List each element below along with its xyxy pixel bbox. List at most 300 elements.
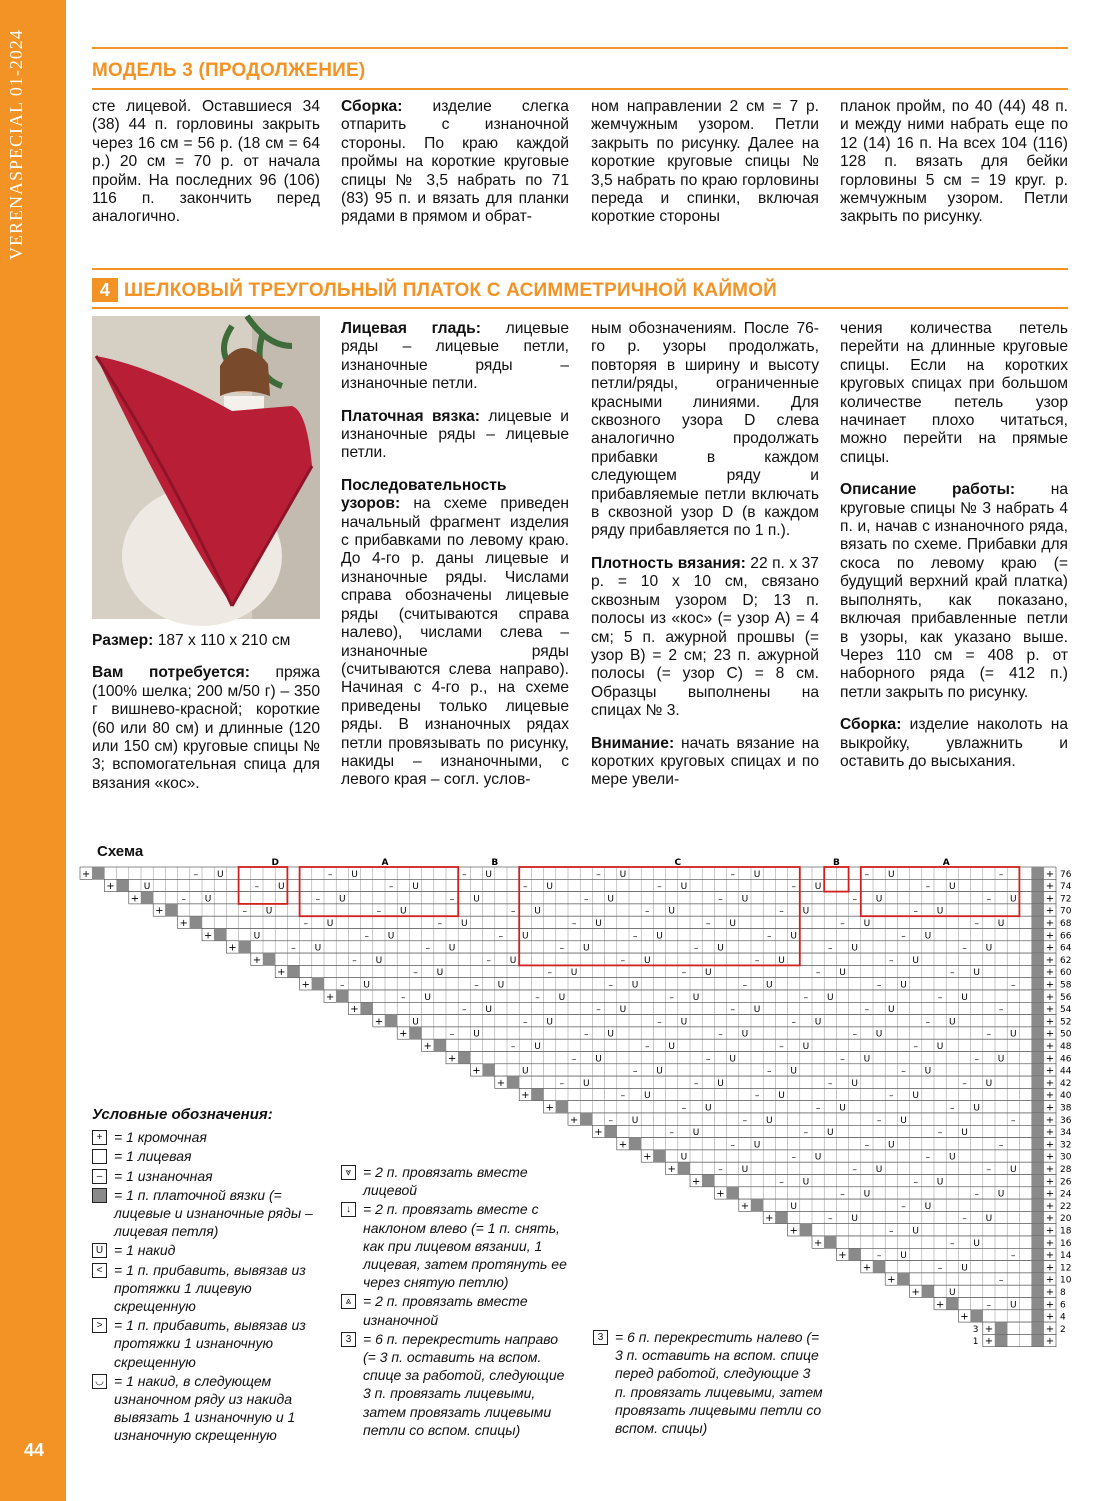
chart-stitch-symbol: U: [741, 894, 749, 905]
chart-stitch-symbol: –: [474, 980, 479, 991]
legend-symbol-icon: ↓: [341, 1202, 356, 1217]
chart-stitch-symbol: –: [193, 869, 199, 880]
edge-stitch-symbol: +: [838, 1250, 847, 1262]
edge-stitch-symbol: +: [1045, 1016, 1055, 1028]
chart-stitch-symbol: –: [681, 1103, 687, 1114]
chart-stitch-symbol: –: [584, 894, 589, 905]
chart-stitch-symbol: –: [998, 869, 1004, 880]
chart-garter-cell: [1032, 1015, 1044, 1027]
legend-symbol-icon: 3: [593, 1330, 608, 1345]
chart-stitch-symbol: –: [1011, 980, 1016, 991]
row-number: 56: [1060, 992, 1072, 1003]
chart-stitch-symbol: U: [546, 1017, 553, 1028]
chart-stitch-symbol: –: [498, 931, 504, 942]
chart-stitch-symbol: U: [753, 869, 761, 880]
chart-stitch-symbol: U: [485, 869, 492, 880]
row-number: 26: [1060, 1177, 1072, 1188]
chart-stitch-symbol: –: [510, 1042, 516, 1052]
edge-stitch-symbol: +: [667, 1164, 676, 1175]
pattern-letter: D: [271, 858, 279, 868]
edge-stitch-symbol: +: [740, 1200, 750, 1212]
chart-garter-cell: [1032, 1088, 1044, 1100]
edge-stitch-symbol: +: [447, 1053, 457, 1065]
chart-stitch-symbol: –: [815, 1103, 821, 1114]
chart-stitch-symbol: U: [936, 906, 944, 917]
pattern-letter: A: [381, 858, 389, 868]
chart-garter-cell: [605, 1125, 617, 1137]
edge-stitch-symbol: +: [545, 1102, 554, 1114]
chart-garter-cell: [1032, 892, 1044, 904]
chart-stitch-symbol: U: [985, 943, 993, 954]
edge-stitch-symbol: +: [1045, 905, 1055, 917]
chart-stitch-symbol: U: [729, 1054, 736, 1065]
chart-stitch-symbol: U: [204, 894, 212, 905]
chart-garter-cell: [141, 892, 153, 904]
chart-stitch-symbol: –: [950, 1238, 955, 1249]
row-number: 72: [1060, 894, 1072, 905]
chart-stitch-symbol: U: [875, 894, 883, 905]
edge-stitch-symbol: +: [789, 1225, 798, 1237]
chart-stitch-symbol: –: [864, 869, 870, 880]
chart-stitch-symbol: U: [863, 919, 871, 929]
chart-garter-cell: [190, 916, 202, 928]
edge-stitch-symbol: +: [1045, 1041, 1055, 1052]
chart-stitch-symbol: U: [741, 1029, 749, 1040]
scheme-label: Схема: [97, 843, 144, 860]
chart-garter-cell: [1032, 1101, 1044, 1113]
row-number: 70: [1060, 906, 1072, 917]
chart-stitch-symbol: U: [814, 882, 822, 893]
row-number: 12: [1060, 1263, 1072, 1274]
chart-stitch-symbol: U: [790, 931, 797, 942]
chart-garter-cell: [1032, 1113, 1044, 1125]
chart-stitch-symbol: –: [864, 1140, 870, 1151]
chart-stitch-symbol: U: [461, 919, 468, 929]
chart-stitch-symbol: –: [803, 1128, 809, 1139]
chart-garter-cell: [385, 1015, 397, 1027]
row-number: 8: [1060, 1288, 1066, 1298]
chart-garter-cell: [1032, 1261, 1044, 1273]
chart-stitch-symbol: –: [523, 882, 528, 893]
chart-stitch-symbol: U: [607, 1029, 614, 1040]
chart-stitch-symbol: U: [314, 943, 322, 954]
row-number: 1: [972, 1337, 979, 1348]
chart-stitch-symbol: U: [644, 955, 651, 966]
chart-stitch-symbol: U: [1010, 1300, 1017, 1311]
legend-text: = 1 п. прибавить, вывязав из протяжки 1 лицевую скрещенную: [114, 1261, 306, 1315]
chart-stitch-symbol: U: [827, 992, 834, 1003]
chart-stitch-symbol: U: [522, 931, 529, 942]
chart-stitch-symbol: –: [657, 882, 662, 893]
legend-item: [341, 1292, 571, 1328]
chart-stitch-symbol: –: [425, 943, 430, 954]
chart-garter-cell: [1032, 1175, 1044, 1187]
legend-item: [341, 1200, 571, 1291]
chart-stitch-symbol: U: [375, 955, 383, 966]
chart-stitch-symbol: –: [974, 1054, 979, 1065]
chart-garter-cell: [117, 879, 129, 891]
legend-text: = 1 накид: [114, 1242, 176, 1259]
chart-garter-cell: [653, 1150, 665, 1162]
chart-stitch-symbol: –: [889, 1226, 894, 1237]
row-number: 30: [1060, 1152, 1072, 1163]
legend-symbol-icon: >: [92, 1318, 107, 1333]
pattern-letter: B: [491, 858, 499, 868]
chart-stitch-symbol: –: [779, 1042, 784, 1052]
chart-garter-cell: [1032, 1273, 1044, 1285]
chart-stitch-symbol: –: [1011, 1115, 1016, 1126]
chart-stitch-symbol: U: [753, 1005, 761, 1016]
chart-garter-cell: [1032, 1162, 1044, 1174]
legend-symbol-icon: 3: [341, 1332, 356, 1347]
edge-stitch-symbol: +: [1045, 1028, 1055, 1040]
legend-symbol-icon: –: [92, 1169, 107, 1184]
chart-stitch-symbol: –: [779, 906, 784, 917]
chart-stitch-symbol: –: [535, 992, 540, 1003]
chart-stitch-symbol: –: [376, 906, 382, 917]
edge-stitch-symbol: +: [1045, 868, 1055, 880]
chart-stitch-symbol: U: [717, 1078, 724, 1089]
chart-stitch-symbol: –: [791, 1152, 796, 1163]
edge-stitch-symbol: +: [1045, 1053, 1055, 1065]
legend-col2: [341, 1163, 571, 1440]
chart-stitch-symbol: U: [278, 882, 285, 893]
row-number: 4: [1060, 1312, 1066, 1323]
chart-stitch-symbol: –: [437, 919, 443, 929]
chart-stitch-symbol: –: [632, 1066, 638, 1077]
edge-stitch-symbol: +: [1045, 1262, 1055, 1274]
chart-stitch-symbol: U: [692, 1128, 700, 1139]
chart-stitch-symbol: –: [730, 1005, 735, 1016]
chart-stitch-symbol: –: [632, 931, 638, 942]
section1-col1: сте лицевой. Оставшиеся 34 (38) 44 п. горловины закрыть через 16 см = 56 р. (18 см = 64 р.) 20 см = 70 р. от начала пройм. На последних 96 (106) 116 п. закончить перед аналогично.: [92, 98, 320, 226]
chart-stitch-symbol: –: [998, 1275, 1004, 1286]
legend-col1: [92, 1106, 322, 1446]
chart-stitch-symbol: U: [961, 1263, 968, 1274]
chart-stitch-symbol: U: [766, 1115, 773, 1126]
section-number-badge: 4: [92, 278, 118, 302]
chart-stitch-symbol: –: [327, 869, 333, 880]
chart-stitch-symbol: –: [876, 980, 882, 991]
chart-stitch-symbol: U: [924, 1066, 932, 1077]
chart-stitch-symbol: U: [851, 1214, 858, 1225]
edge-stitch-symbol: +: [1045, 1077, 1055, 1089]
legend-item: [92, 1186, 322, 1241]
chart-garter-cell: [702, 1175, 714, 1187]
chart-stitch-symbol: –: [925, 882, 931, 893]
chart-stitch-symbol: –: [510, 906, 516, 917]
edge-stitch-symbol: +: [1045, 1336, 1055, 1348]
legend-symbol-icon: ⩔: [341, 1165, 356, 1180]
edge-stitch-symbol: +: [521, 1090, 530, 1102]
row-number: 66: [1060, 931, 1072, 942]
edge-stitch-symbol: +: [472, 1065, 481, 1077]
chart-garter-cell: [1032, 1064, 1044, 1076]
legend-item: [92, 1241, 322, 1259]
row-number: 62: [1060, 955, 1072, 966]
row-number: 24: [1060, 1189, 1072, 1200]
chart-stitch-symbol: –: [986, 1300, 992, 1311]
chart-stitch-symbol: U: [729, 919, 736, 929]
chart-stitch-symbol: –: [913, 906, 918, 917]
chart-garter-cell: [1032, 1138, 1044, 1150]
chart-garter-cell: [1032, 1150, 1044, 1162]
chart-stitch-symbol: U: [705, 968, 712, 979]
legend-text: = 2 п. провязать вместе изнаночной: [363, 1293, 528, 1328]
edge-stitch-symbol: +: [301, 979, 310, 991]
chart-stitch-symbol: U: [949, 1288, 956, 1298]
edge-stitch-symbol: +: [179, 918, 188, 929]
chart-stitch-symbol: U: [583, 1078, 590, 1089]
chart-stitch-symbol: –: [742, 980, 748, 991]
edge-stitch-symbol: +: [1045, 1065, 1055, 1077]
chart-stitch-symbol: –: [803, 992, 809, 1003]
legend-symbol-icon: ⩓: [341, 1294, 356, 1309]
row-number: 50: [1060, 1029, 1072, 1040]
chart-stitch-symbol: U: [668, 906, 675, 917]
edge-stitch-symbol: +: [1045, 942, 1055, 954]
edge-stitch-symbol: +: [374, 1016, 384, 1028]
chart-stitch-symbol: –: [681, 968, 687, 979]
chart-stitch-symbol: U: [863, 1189, 871, 1200]
chart-stitch-symbol: –: [730, 869, 735, 880]
chart-stitch-symbol: –: [986, 894, 992, 905]
chart-garter-cell: [971, 1310, 983, 1322]
chart-stitch-symbol: –: [364, 931, 369, 942]
edge-stitch-symbol: +: [691, 1176, 701, 1188]
chart-stitch-symbol: –: [913, 1042, 918, 1052]
chart-stitch-symbol: U: [912, 1226, 919, 1237]
chart-stitch-symbol: U: [997, 919, 1005, 929]
chart-garter-cell: [165, 904, 177, 916]
edge-stitch-symbol: +: [1045, 1287, 1055, 1298]
edge-stitch-symbol: +: [618, 1139, 628, 1151]
edge-stitch-symbol: +: [1045, 918, 1055, 929]
chart-garter-cell: [1032, 1125, 1044, 1137]
chart-garter-cell: [1032, 1027, 1044, 1039]
chart-stitch-symbol: U: [253, 931, 261, 942]
chart-garter-cell: [1032, 1076, 1044, 1088]
magazine-brand: VERENASPECIAL 01-2024: [6, 29, 26, 260]
chart-garter-cell: [775, 1211, 787, 1223]
chart-stitch-symbol: U: [680, 1017, 688, 1028]
chart-stitch-symbol: –: [669, 1128, 674, 1139]
edge-stitch-symbol: +: [1045, 1102, 1055, 1114]
chart-stitch-symbol: U: [509, 955, 517, 966]
edge-stitch-symbol: +: [1045, 930, 1055, 942]
chart-stitch-symbol: U: [595, 1054, 602, 1065]
section2-col4: чения количества петель перейти на длинные круговые спицы. Если на коротких круговых спицах при большом количестве петель узор начинает плохо читаться, можно перейти на прямые спицы. Описание работы: на круговые спицы № 3 набрать 4 п. и, начав с изнаночного ряда, вязать по схеме. Прибавки для скоса по левому краю (= будущий верхний край платка) выполнять, как показано, включая прибавленные петли в узоры, как указано выше. Через 110 см = 408 р. от наборного ряда (= 412 п.) петли закрыть по рисунку. Сборка: изделие наколоть на выкройку, увлажнить и оставить до высыхания.: [840, 320, 1068, 770]
edge-stitch-symbol: +: [887, 1274, 896, 1286]
chart-stitch-symbol: U: [973, 1103, 980, 1114]
chart-stitch-symbol: –: [718, 1029, 723, 1040]
chart-stitch-symbol: –: [547, 968, 552, 979]
chart-stitch-symbol: U: [875, 1029, 883, 1040]
row-number: 20: [1060, 1214, 1072, 1225]
model-photo: [92, 316, 320, 619]
chart-stitch-symbol: U: [851, 943, 858, 954]
chart-stitch-symbol: U: [400, 906, 407, 917]
edge-stitch-symbol: +: [81, 868, 91, 880]
chart-stitch-symbol: U: [619, 869, 627, 880]
edge-stitch-symbol: +: [1045, 1225, 1055, 1237]
chart-stitch-symbol: U: [485, 1005, 492, 1016]
chart-stitch-symbol: U: [607, 894, 614, 905]
edge-stitch-symbol: +: [1045, 1127, 1055, 1139]
chart-stitch-symbol: U: [900, 1251, 907, 1262]
chart-stitch-symbol: –: [462, 1005, 467, 1016]
chart-stitch-symbol: –: [303, 919, 308, 929]
chart-stitch-symbol: –: [340, 980, 345, 991]
chart-stitch-symbol: –: [998, 1140, 1004, 1151]
edge-stitch-symbol: +: [1045, 1213, 1055, 1225]
row-number: 32: [1060, 1140, 1072, 1151]
row-number: 38: [1060, 1103, 1072, 1114]
chart-stitch-symbol: –: [657, 1017, 662, 1028]
page-number: 44: [24, 1440, 45, 1460]
chart-stitch-symbol: U: [705, 1103, 712, 1114]
chart-stitch-symbol: U: [656, 1066, 663, 1077]
chart-garter-cell: [531, 1088, 543, 1100]
edge-stitch-symbol: +: [643, 1151, 652, 1163]
edge-stitch-symbol: +: [350, 1004, 359, 1016]
chart-stitch-symbol: –: [291, 943, 296, 954]
row-number: 68: [1060, 919, 1072, 929]
edge-stitch-symbol: +: [1045, 1200, 1055, 1212]
chart-stitch-symbol: –: [754, 955, 760, 966]
legend-text: = 1 изнаночная: [114, 1167, 213, 1184]
chart-stitch-symbol: U: [424, 992, 431, 1003]
legend-symbol-icon: U: [92, 1243, 107, 1258]
chart-garter-cell: [727, 1187, 739, 1199]
edge-stitch-symbol: +: [1045, 954, 1055, 966]
edge-stitch-symbol: +: [155, 905, 164, 917]
chart-garter-cell: [336, 990, 348, 1002]
row-number: 44: [1060, 1066, 1072, 1077]
chart-stitch-symbol: –: [718, 894, 723, 905]
chart-stitch-symbol: –: [901, 1066, 906, 1077]
chart-garter-cell: [409, 1027, 421, 1039]
edge-stitch-symbol: +: [911, 1287, 920, 1298]
edge-stitch-symbol: +: [1045, 1250, 1055, 1262]
chart-stitch-symbol: U: [326, 919, 334, 929]
chart-stitch-symbol: U: [888, 869, 895, 880]
chart-garter-cell: [1032, 1002, 1044, 1014]
edge-stitch-symbol: +: [716, 1188, 725, 1200]
chart-stitch-symbol: –: [840, 1054, 845, 1065]
chart-stitch-symbol: U: [961, 992, 968, 1003]
legend-text: = 6 п. перекрестить направо (= 3 п. оставить на вспом. спице за работой, следующие 3 п. провязать лицевыми, затем провязать лицевыми петли со вспом. спицы): [363, 1330, 565, 1438]
chart-garter-cell: [629, 1138, 641, 1150]
chart-garter-cell: [1032, 1285, 1044, 1297]
chart-stitch-symbol: –: [254, 882, 260, 893]
chart-stitch-symbol: U: [778, 1091, 785, 1102]
chart-stitch-symbol: U: [973, 968, 980, 979]
row-number: 34: [1060, 1128, 1072, 1139]
chart-garter-cell: [995, 1334, 1007, 1346]
section2-rule: [92, 307, 1068, 309]
edge-stitch-symbol: +: [228, 942, 237, 954]
edge-stitch-symbol: +: [130, 893, 140, 905]
edge-stitch-symbol: +: [423, 1041, 432, 1052]
chart-stitch-symbol: –: [315, 894, 321, 905]
edge-stitch-symbol: +: [984, 1323, 994, 1335]
row-number: 2: [1060, 1324, 1066, 1335]
chart-stitch-symbol: –: [571, 919, 577, 929]
chart-stitch-symbol: U: [680, 1152, 688, 1163]
chart-stitch-symbol: –: [645, 1042, 650, 1052]
chart-stitch-symbol: –: [925, 1152, 931, 1163]
row-number: 64: [1060, 943, 1072, 954]
chart-stitch-symbol: U: [900, 1115, 907, 1126]
edge-stitch-symbol: +: [106, 881, 115, 893]
row-number: 60: [1060, 968, 1072, 979]
edge-stitch-symbol: +: [862, 1262, 872, 1274]
chart-stitch-symbol: –: [181, 894, 186, 905]
chart-stitch-symbol: U: [985, 1214, 993, 1225]
edge-stitch-symbol: +: [277, 967, 286, 979]
chart-stitch-symbol: U: [143, 882, 151, 893]
chart-stitch-symbol: U: [741, 1165, 749, 1175]
pattern-letter: C: [674, 858, 682, 868]
chart-stitch-symbol: U: [949, 1152, 956, 1163]
chart-stitch-symbol: U: [522, 1066, 529, 1077]
chart-stitch-symbol: U: [912, 1091, 919, 1102]
legend-text: = 2 п. провязать вместе с наклоном влево (= 1 п. снять, как при лицевом вязании, 1 лицевая, затем протянуть ее через снятую петлю): [363, 1201, 567, 1291]
chart-garter-cell: [1032, 867, 1044, 879]
chart-stitch-symbol: –: [876, 1251, 882, 1262]
row-number: 28: [1060, 1165, 1072, 1175]
chart-garter-cell: [1032, 904, 1044, 916]
legend-symbol-icon: +: [92, 1130, 107, 1145]
chart-stitch-symbol: –: [462, 869, 467, 880]
chart-garter-cell: [1032, 1236, 1044, 1248]
chart-garter-cell: [678, 1162, 690, 1174]
chart-stitch-symbol: U: [265, 906, 273, 917]
chart-garter-cell: [1032, 953, 1044, 965]
chart-garter-cell: [873, 1261, 885, 1273]
chart-stitch-symbol: U: [1010, 1165, 1017, 1175]
section2-rule-top: [92, 268, 1068, 270]
chart-stitch-symbol: –: [828, 1214, 833, 1225]
chart-stitch-symbol: –: [889, 1091, 894, 1102]
chart-stitch-symbol: –: [901, 1201, 906, 1212]
chart-stitch-symbol: –: [620, 955, 626, 966]
legend-item: [92, 1372, 322, 1445]
chart-stitch-symbol: –: [852, 1165, 857, 1175]
edge-stitch-symbol: +: [1045, 1164, 1055, 1175]
edge-stitch-symbol: +: [813, 1237, 823, 1249]
chart-stitch-symbol: U: [766, 980, 773, 991]
chart-stitch-symbol: –: [852, 1029, 857, 1040]
chart-stitch-symbol: –: [864, 1005, 870, 1016]
chart-stitch-symbol: U: [875, 1165, 883, 1175]
chart-garter-cell: [1032, 965, 1044, 977]
edge-stitch-symbol: +: [1045, 991, 1055, 1003]
chart-stitch-symbol: U: [546, 882, 553, 893]
chart-stitch-symbol: U: [802, 1042, 810, 1052]
chart-stitch-symbol: –: [828, 1078, 833, 1089]
chart-stitch-symbol: –: [767, 1066, 772, 1077]
chart-stitch-symbol: U: [888, 1005, 895, 1016]
chart-stitch-symbol: –: [742, 1115, 748, 1126]
chart-garter-cell: [1032, 1199, 1044, 1211]
row-number: 52: [1060, 1017, 1072, 1028]
chart-stitch-symbol: U: [827, 1128, 834, 1139]
chart-stitch-symbol: U: [851, 1078, 858, 1089]
chart-stitch-symbol: U: [351, 869, 358, 880]
chart-stitch-symbol: –: [523, 1017, 528, 1028]
